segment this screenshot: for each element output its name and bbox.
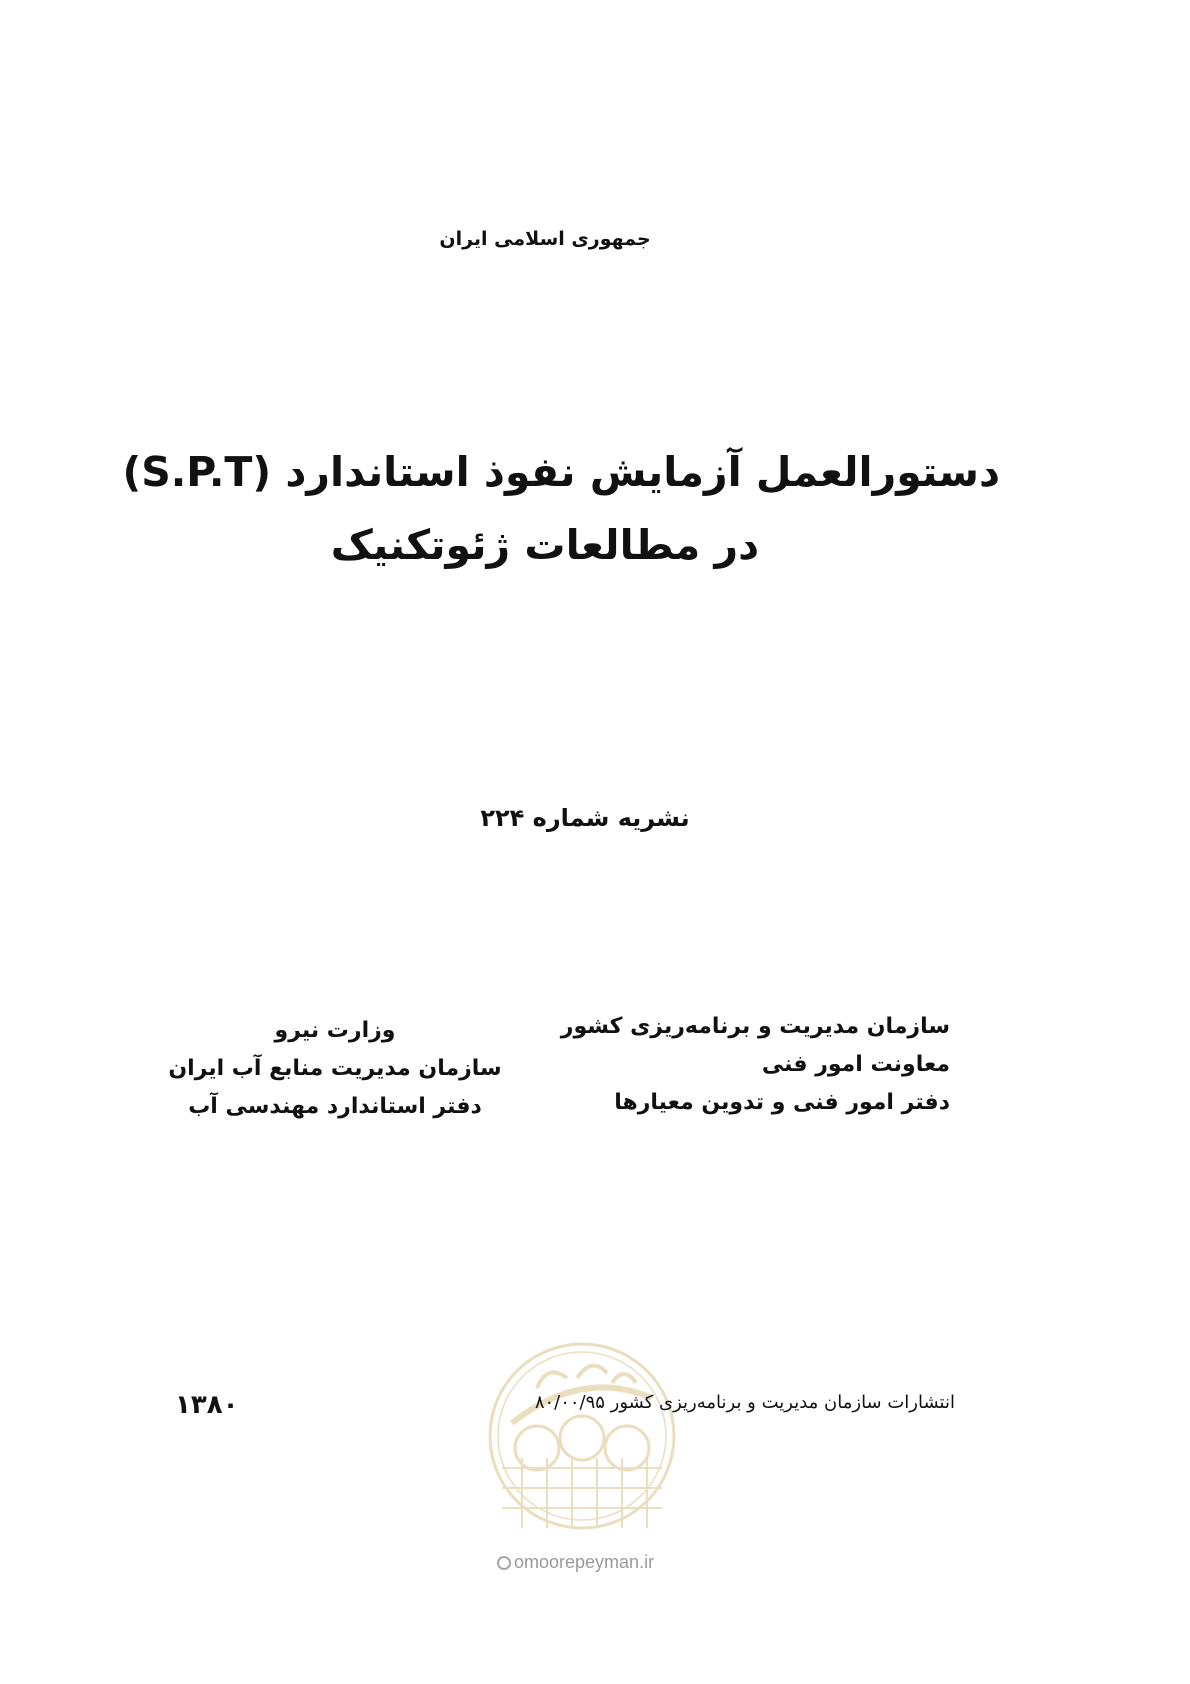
country-name: جمهوری اسلامی ایران [439,228,651,250]
org-right-line-2: معاونت امور فنی [761,1052,950,1077]
org-right-line-3: دفتر امور فنی و تدوین معیارها [614,1090,950,1115]
organization-right [560,1008,950,1122]
publication-number: نشریه شماره ۲۲۴ [480,804,690,832]
watermark-url [497,1552,697,1573]
at-icon [497,1556,511,1570]
title-line-1: دستورالعمل آزمایش نفوذ استاندارد (S.P.T) [122,448,1000,496]
org-left-line-1: وزارت نیرو [274,1018,396,1043]
watermark-logo [482,1328,682,1538]
org-left-line-2: سازمان مدیریت منابع آب ایران [168,1056,502,1081]
organization-left [155,1012,515,1126]
title-line-2: در مطالعات ژئوتکنیک [330,521,760,569]
org-left-line-3: دفتر استاندارد مهندسی آب [188,1094,482,1119]
watermark-url-text: omoorepeyman.ir [514,1552,655,1572]
document-title [120,448,1000,569]
publication-year: ۱۳۸۰ [175,1390,239,1420]
org-right-line-1: سازمان مدیریت و برنامه‌ریزی کشور [560,1014,950,1039]
publisher-line: انتشارات سازمان مدیریت و برنامه‌ریزی کشور ۸۰/۰۰/۹۵ [534,1392,955,1413]
